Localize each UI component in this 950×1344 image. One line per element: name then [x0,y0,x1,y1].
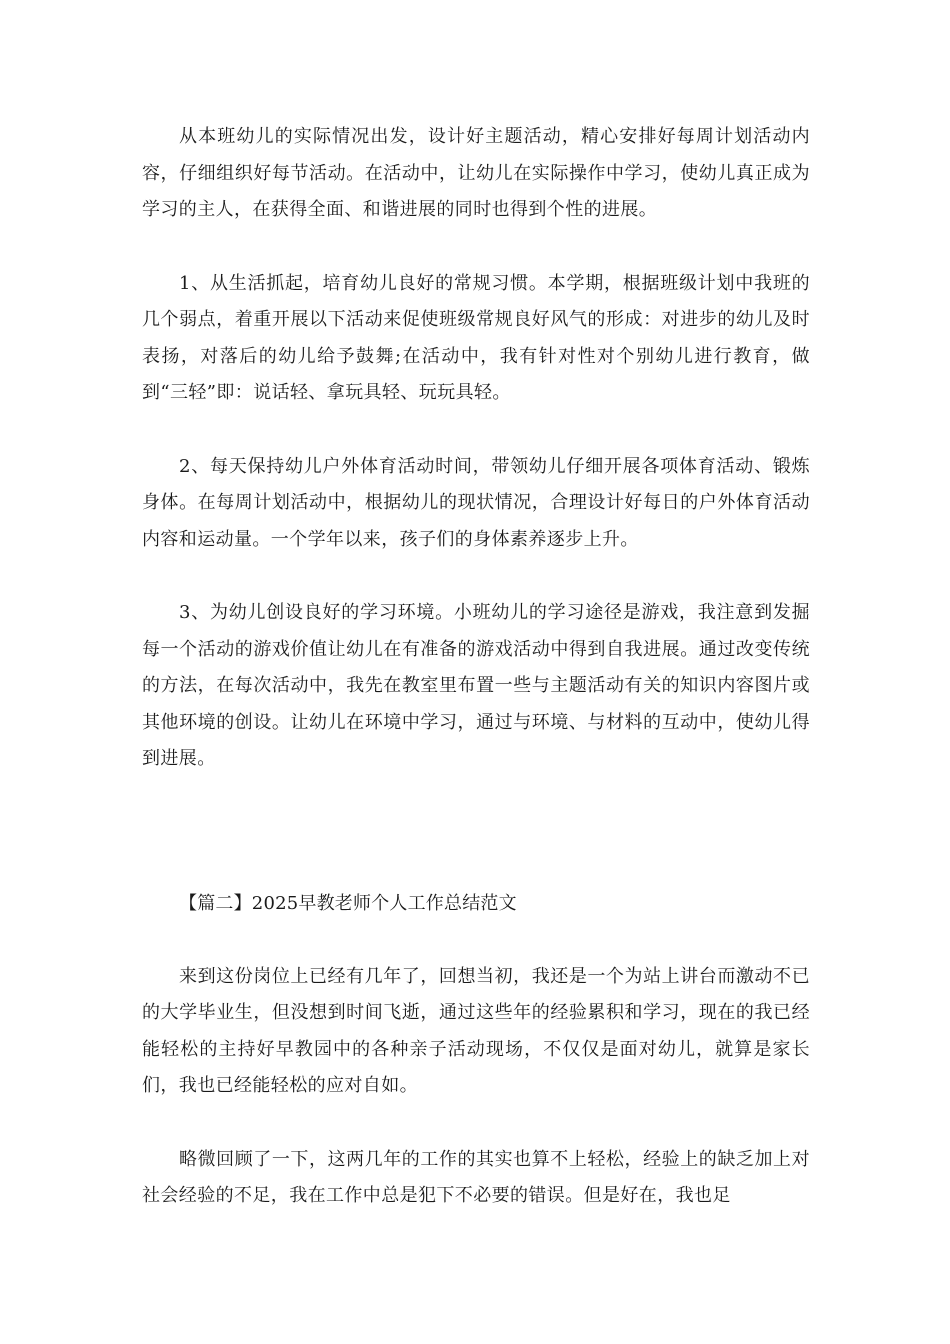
section-paragraph-2: 略微回顾了一下，这两几年的工作的其实也算不上轻松，经验上的缺乏加上对社会经验的不足，我在工作中总是犯下不必要的错误。但是好在，我也足 [142,1148,810,1206]
section-paragraph-1: 来到这份岗位上已经有几年了，回想当初，我还是一个为站上讲台而激动不已的大学毕业生，但没想到时间飞逝，通过这些年的经验累积和学习，现在的我已经能轻松的主持好早教园中的各种亲子活动现场，不仅仅是面对幼儿，就算是家长们，我也已经能轻松的应对自如。 [142,965,810,1096]
paragraph-intro: 从本班幼儿的实际情况出发，设计好主题活动，精心安排好每周计划活动内容，仔细组织好每节活动。在活动中，让幼儿在实际操作中学习，使幼儿真正成为学习的主人，在获得全面、和谐进展的同时也得到个性的进展。 [142,126,810,220]
section-heading: 【篇二】2025早教老师个人工作总结范文 [179,892,517,914]
paragraph-item-1: 1、从生活抓起，培育幼儿良好的常规习惯。本学期，根据班级计划中我班的几个弱点，着重开展以下活动来促使班级常规良好风气的形成：对进步的幼儿及时表扬，对落后的幼儿给予鼓舞;在活动中，我有针对性对个别幼儿进行教育，做到“三轻”即：说话轻、拿玩具轻、玩玩具轻。 [142,272,810,403]
document-page [142,119,810,1215]
paragraph-item-3: 3、为幼儿创设良好的学习环境。小班幼儿的学习途径是游戏，我注意到发掘每一个活动的游戏价值让幼儿在有准备的游戏活动中得到自我进展。通过改变传统的方法，在每次活动中，我先在教室里布置一些与主题活动有关的知识内容图片或其他环境的创设。让幼儿在环境中学习，通过与环境、与材料的互动中，使幼儿得到进展。 [142,602,810,769]
paragraph-item-2: 2、每天保持幼儿户外体育活动时间，带领幼儿仔细开展各项体育活动、锻炼身体。在每周计划活动中，根据幼儿的现状情况，合理设计好每日的户外体育活动内容和运动量。一个学年以来，孩子们的身体素养逐步上升。 [142,455,810,550]
